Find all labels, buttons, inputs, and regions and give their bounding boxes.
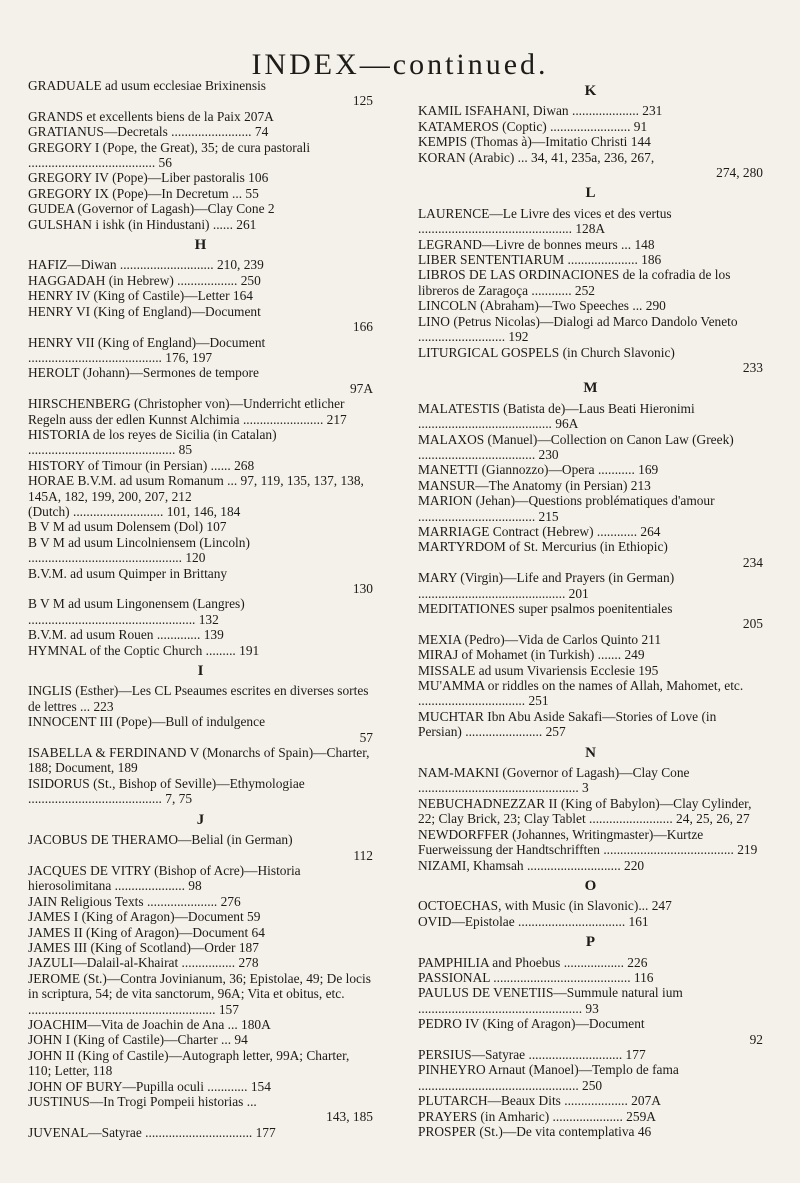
index-entry: MISSALE ad usum Vivariensis Ecclesie 195 — [418, 662, 659, 678]
index-entry: 92 — [749, 1031, 763, 1047]
index-entry: ISABELLA & FERDINAND V (Monarchs of Spain)—Charter, 188; Document, 189 — [28, 745, 370, 776]
index-section-letter: J — [196, 811, 205, 828]
index-entry: B.V.M. ad usum Quimper in Brittany — [28, 565, 228, 581]
index-entry: GRATIANUS—Decretals ........................ 74 — [28, 124, 269, 140]
index-entry: KORAN (Arabic) ... 34, 41, 235a, 236, 267, — [418, 149, 655, 165]
index-entry: 57 — [359, 729, 373, 745]
index-entry: JOHN I (King of Castile)—Charter ... 94 — [28, 1032, 248, 1048]
index-entry: JAIN Religious Texts ..................... 276 — [28, 893, 241, 909]
index-entry: MARY (Virgin)—Life and Prayers (in German) ............................................ 201 — [418, 570, 675, 601]
index-entry: B V M ad usum Dolensem (Dol) 107 — [28, 519, 227, 535]
index-entry: 97A — [349, 380, 373, 396]
index-entry: MARION (Jehan)—Questions problématiques d'amour ................................... 215 — [418, 493, 715, 524]
index-entry: INGLIS (Esther)—Les CL Pseaumes escrites en diverses sortes de lettres ... 223 — [28, 683, 369, 714]
index-entry: JAZULI—Dalail-al-Khairat ................ 278 — [28, 955, 259, 971]
index-entry: JAMES III (King of Scotland)—Order 187 — [28, 939, 259, 955]
index-column-right — [418, 78, 763, 1139]
index-entry: JOHN OF BURY—Pupilla oculi ............ 154 — [28, 1078, 271, 1094]
index-entry: 125 — [352, 93, 373, 109]
index-entry: HAGGADAH (in Hebrew) .................. 250 — [28, 272, 261, 288]
index-section-letter: H — [194, 237, 207, 254]
index-entry: B V M ad usum Lingonensem (Langres) .................................................. 132 — [28, 596, 245, 627]
index-entry: NEBUCHADNEZZAR II (King of Babylon)—Clay Cylinder, 22; Clay Brick, 23; Clay Tablet ......................... 24, 25, 26, 27 — [418, 795, 752, 827]
index-entry: GRADUALE ad usum ecclesiae Brixinensis — [28, 78, 267, 93]
index-entry: NEWDORFFER (Johannes, Writingmaster)—Kurtze Fuerweissung der Handtschrifften ....................................... 219 — [418, 826, 758, 858]
index-entry: NIZAMI, Khamsah ............................ 220 — [418, 857, 645, 873]
index-entry: PEDRO IV (King of Aragon)—Document — [418, 1016, 645, 1032]
index-entry: LINCOLN (Abraham)—Two Speeches ... 290 — [418, 298, 666, 314]
index-entry: LINO (Petrus Nicolas)—Dialogi ad Marco Dandolo Veneto .......................... 192 — [418, 313, 738, 345]
index-entry: PASSIONAL ......................................... 116 — [418, 969, 654, 985]
index-entry: MARRIAGE Contract (Hebrew) ............ 264 — [418, 523, 661, 539]
index-entry: OCTOECHAS, with Music (in Slavonic)... 247 — [418, 898, 672, 914]
index-entry: LIBER SENTENTIARUM ..................... 186 — [418, 252, 662, 268]
index-entry: MALATESTIS (Batista de)—Laus Beati Hieronimi ........................................ 96A — [418, 400, 695, 432]
index-entry: 143, 185 — [326, 1109, 373, 1125]
index-entry: (Dutch) ........................... 101, 146, 184 — [28, 503, 241, 519]
index-section-letter: L — [585, 185, 596, 202]
index-entry: HEROLT (Johann)—Sermones de tempore — [28, 365, 259, 381]
index-entry: MARTYRDOM of St. Mercurius (in Ethiopic) — [418, 539, 668, 555]
index-entry: JEROME (St.)—Contra Jovinianum, 36; Epistolae, 49; De locis in scriptura, 54; de vita sanctorum, 96A; Vita et obitus, etc. ........................................................ 157 — [28, 970, 371, 1017]
index-entry: 233 — [742, 359, 763, 375]
index-entry: INNOCENT III (Pope)—Bull of indulgence — [28, 714, 266, 730]
index-entry: MU'AMMA or riddles on the names of Allah, Mahomet, etc. ................................ 251 — [418, 678, 744, 709]
index-section-letter: P — [585, 934, 596, 951]
index-entry: GULSHAN i ishk (in Hindustani) ...... 261 — [28, 216, 257, 232]
index-entry: GREGORY IX (Pope)—In Decretum ... 55 — [28, 185, 259, 201]
index-column-left — [28, 78, 373, 1140]
index-entry: PRAYERS (in Amharic) ..................... 259A — [418, 1108, 656, 1124]
index-section-letter: M — [583, 380, 598, 397]
index-entry: JACQUES DE VITRY (Bishop of Acre)—Historia hierosolimitana ..................... 98 — [28, 862, 301, 894]
index-section-letter: N — [585, 744, 596, 761]
index-entry: LEGRAND—Livre de bonnes meurs ... 148 — [418, 236, 655, 252]
index-entry: LITURGICAL GOSPELS (in Church Slavonic) — [418, 344, 675, 360]
index-entry: 234 — [742, 554, 763, 570]
index-entry: LAURENCE—Le Livre des vices et des vertus .............................................. 128A — [418, 205, 672, 237]
index-entry: PINHEYRO Arnaut (Manoel)—Templo de fama ................................................ 250 — [418, 1062, 679, 1093]
index-section-letter: O — [584, 877, 597, 894]
index-entry: MEDITATIONES super psalmos poenitentiales — [418, 601, 673, 616]
index-entry: KAMIL ISFAHANI, Diwan .................... 231 — [418, 103, 663, 119]
index-section-letter: I — [197, 663, 204, 680]
index-entry: JOACHIM—Vita de Joachin de Ana ... 180A — [28, 1016, 271, 1032]
index-entry: LIBROS DE LAS ORDINACIONES de la cofradia de los libreros de Zaragoça ............ 252 — [418, 267, 731, 298]
index-entry: PAULUS DE VENETIIS—Summule natural ium ................................................. 93 — [418, 985, 683, 1016]
index-entry: OVID—Epistolae ................................ 161 — [418, 913, 649, 929]
index-entry: PERSIUS—Satyrae ............................ 177 — [418, 1046, 646, 1062]
index-entry: HISTORY of Timour (in Persian) ...... 268 — [28, 457, 255, 473]
index-entry: ISIDORUS (St., Bishop of Seville)—Ethymologiae ........................................ 7, 75 — [28, 775, 305, 807]
index-entry: 205 — [742, 616, 763, 632]
index-entry: MEXIA (Pedro)—Vida de Carlos Quinto 211 — [418, 631, 662, 647]
index-entry: HIRSCHENBERG (Christopher von)—Underricht etlicher Regeln auss der edlen Kunnst Alchimia ........................ 217 — [28, 396, 347, 427]
index-entry: MIRAJ of Mohamet (in Turkish) ....... 249 — [418, 647, 645, 663]
index-entry: MANETTI (Giannozzo)—Opera ........... 169 — [418, 462, 659, 478]
index-entry: B V M ad usum Lincolniensem (Lincoln) .............................................. 120 — [28, 534, 250, 566]
index-entry: JACOBUS DE THERAMO—Belial (in German) — [28, 832, 293, 848]
index-entry: GREGORY IV (Pope)—Liber pastoralis 106 — [28, 170, 269, 186]
index-entry: KATAMEROS (Coptic) ........................ 91 — [418, 118, 648, 134]
index-entry: GUDEA (Governor of Lagash)—Clay Cone 2 — [28, 201, 275, 217]
index-entry: HAFIZ—Diwan ............................ 210, 239 — [28, 257, 264, 273]
index-entry: 112 — [353, 847, 373, 863]
index-entry: PROSPER (St.)—De vita contemplativa 46 — [418, 1124, 652, 1139]
index-entry: B.V.M. ad usum Rouen ............. 139 — [28, 627, 224, 643]
index-entry: HENRY VI (King of England)—Document — [28, 303, 261, 319]
index-entry: NAM-MAKNI (Governor of Lagash)—Clay Cone ................................................ 3 — [418, 765, 690, 796]
index-entry: GREGORY I (Pope, the Great), 35; de cura pastorali ...................................... 56 — [28, 139, 311, 171]
index-entry: 166 — [352, 319, 373, 335]
index-entry: JAMES II (King of Aragon)—Document 64 — [28, 924, 265, 940]
index-section-letter: K — [584, 83, 597, 99]
index-entry: JAMES I (King of Aragon)—Document 59 — [28, 909, 261, 925]
index-entry: PAMPHILIA and Phoebus .................. 226 — [418, 954, 648, 970]
index-entry: GRANDS et excellents biens de la Paix 207A — [28, 108, 274, 124]
index-entry: JUSTINUS—In Trogi Pompeii historias ... — [28, 1094, 257, 1109]
index-entry: HISTORIA de los reyes de Sicilia (in Catalan) ............................................ 85 — [28, 426, 277, 458]
index-entry: HYMNAL of the Coptic Church ......... 191 — [28, 642, 260, 658]
index-entry: MALAXOS (Manuel)—Collection on Canon Law (Greek) ................................... 230 — [418, 431, 734, 462]
index-entry: 274, 280 — [716, 165, 763, 181]
page-title: INDEX—continued. — [251, 48, 549, 82]
index-entry: MUCHTAR Ibn Abu Aside Sakafi—Stories of Love (in Persian) ....................... 257 — [418, 708, 717, 740]
index-entry: HENRY VII (King of England)—Document ........................................ 176, 197 — [28, 334, 266, 365]
index-entry: JOHN II (King of Castile)—Autograph letter, 99A; Charter, 110; Letter, 118 — [28, 1047, 350, 1079]
index-entry: 130 — [352, 581, 373, 596]
index-entry: KEMPIS (Thomas à)—Imitatio Christi 144 — [418, 134, 651, 150]
index-entry: HENRY IV (King of Castile)—Letter 164 — [28, 288, 253, 304]
index-entry: HORAE B.V.M. ad usum Romanum ... 97, 119, 135, 137, 138, 145A, 182, 199, 200, 207, 212 — [28, 473, 364, 504]
index-entry: MANSUR—The Anatomy (in Persian) 213 — [418, 477, 651, 493]
index-entry: PLUTARCH—Beaux Dits ................... 207A — [418, 1093, 661, 1109]
index-entry: JUVENAL—Satyrae ................................ 177 — [28, 1124, 276, 1140]
